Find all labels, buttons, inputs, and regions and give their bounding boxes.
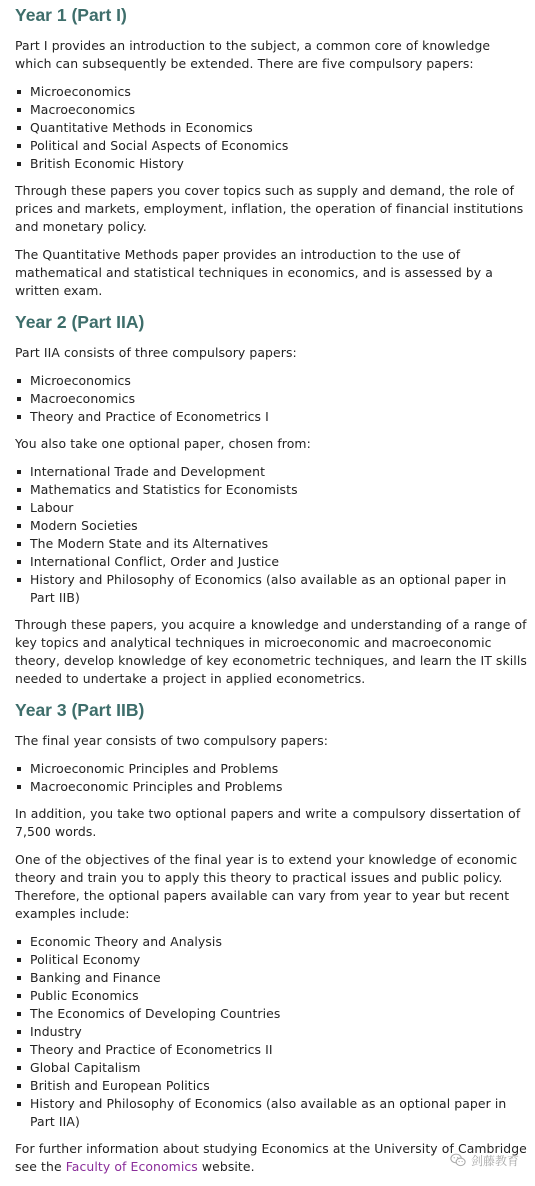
watermark-text: 剑藤教育 (470, 1153, 519, 1168)
year2-section (15, 310, 530, 688)
list-item: British and European Politics (15, 1077, 530, 1095)
further-info-text: For further information about studying Economics at the University of Cambridge see the (15, 1141, 527, 1174)
list-item: Theory and Practice of Econometrics II (15, 1041, 530, 1059)
year3-paragraph-dissertation: In addition, you take two optional papers and write a compulsory dissertation of 7,500 words. (15, 806, 521, 839)
list-item: Public Economics (15, 987, 530, 1005)
year2-optional-intro: You also take one optional paper, chosen from: (15, 436, 311, 451)
list-item: Political Economy (15, 951, 530, 969)
year2-papers-list (15, 372, 530, 426)
wechat-icon (449, 1151, 467, 1169)
list-item: Macroeconomic Principles and Problems (15, 778, 530, 796)
list-item: Microeconomics (15, 83, 530, 101)
year3-optional-list (15, 933, 530, 1131)
year1-section (15, 3, 530, 300)
list-item: Microeconomics (15, 372, 530, 390)
list-item: Theory and Practice of Econometrics I (15, 408, 530, 426)
list-item: Economic Theory and Analysis (15, 933, 530, 951)
year1-paragraph-quant: The Quantitative Methods paper provides an introduction to the use of mathematical and statistical techniques in economics, and is assessed by a written exam. (15, 247, 493, 298)
list-item: The Economics of Developing Countries (15, 1005, 530, 1023)
year3-papers-list (15, 760, 530, 796)
year2-heading: Year 2 (Part IIA) (15, 312, 145, 332)
list-item: Macroeconomics (15, 390, 530, 408)
year3-heading: Year 3 (Part IIB) (15, 700, 145, 720)
list-item: Labour (15, 499, 530, 517)
year2-intro: Part IIA consists of three compulsory papers: (15, 345, 297, 360)
year1-intro: Part I provides an introduction to the subject, a common core of knowledge which can subsequently be extended. There are five compulsory papers: (15, 38, 491, 71)
year1-papers-list (15, 83, 530, 173)
year3-paragraph-objectives: One of the objectives of the final year is to extend your knowledge of economic theory and train you to apply this theory to practical issues and public policy. Therefore, the optional papers available can vary from year to year but recent examples include: (15, 852, 518, 921)
year1-paragraph-topics: Through these papers you cover topics such as supply and demand, the role of prices and markets, employment, inflation, the operation of financial institutions and monetary policy. (15, 183, 524, 234)
list-item: History and Philosophy of Economics (also available as an optional paper in Part IIB) (15, 571, 530, 607)
year2-paragraph-summary: Through these papers, you acquire a knowledge and understanding of a range of key topics and analytical techniques in microeconomic and macroeconomic theory, develop knowledge of key econometric techniques, and learn the IT skills needed to undertake a project in applied econometrics. (15, 617, 527, 686)
list-item: International Trade and Development (15, 463, 530, 481)
year3-intro: The final year consists of two compulsory papers: (15, 733, 329, 748)
list-item: Industry (15, 1023, 530, 1041)
year1-heading: Year 1 (Part I) (15, 5, 127, 25)
list-item: Macroeconomics (15, 101, 530, 119)
faculty-of-economics-link[interactable]: Faculty of Economics (65, 1159, 198, 1174)
list-item: History and Philosophy of Economics (also available as an optional paper in Part IIA) (15, 1095, 530, 1131)
list-item: Quantitative Methods in Economics (15, 119, 530, 137)
list-item: Banking and Finance (15, 969, 530, 987)
year3-section (15, 698, 530, 1176)
list-item: Microeconomic Principles and Problems (15, 760, 530, 778)
list-item: International Conflict, Order and Justice (15, 553, 530, 571)
list-item: Global Capitalism (15, 1059, 530, 1077)
watermark (449, 1151, 519, 1169)
list-item: Modern Societies (15, 517, 530, 535)
main-content (15, 3, 530, 1186)
list-item: Mathematics and Statistics for Economists (15, 481, 530, 499)
list-item: Political and Social Aspects of Economics (15, 137, 530, 155)
further-info-suffix: website. (197, 1159, 255, 1174)
list-item: The Modern State and its Alternatives (15, 535, 530, 553)
year2-optional-list (15, 463, 530, 607)
list-item: British Economic History (15, 155, 530, 173)
